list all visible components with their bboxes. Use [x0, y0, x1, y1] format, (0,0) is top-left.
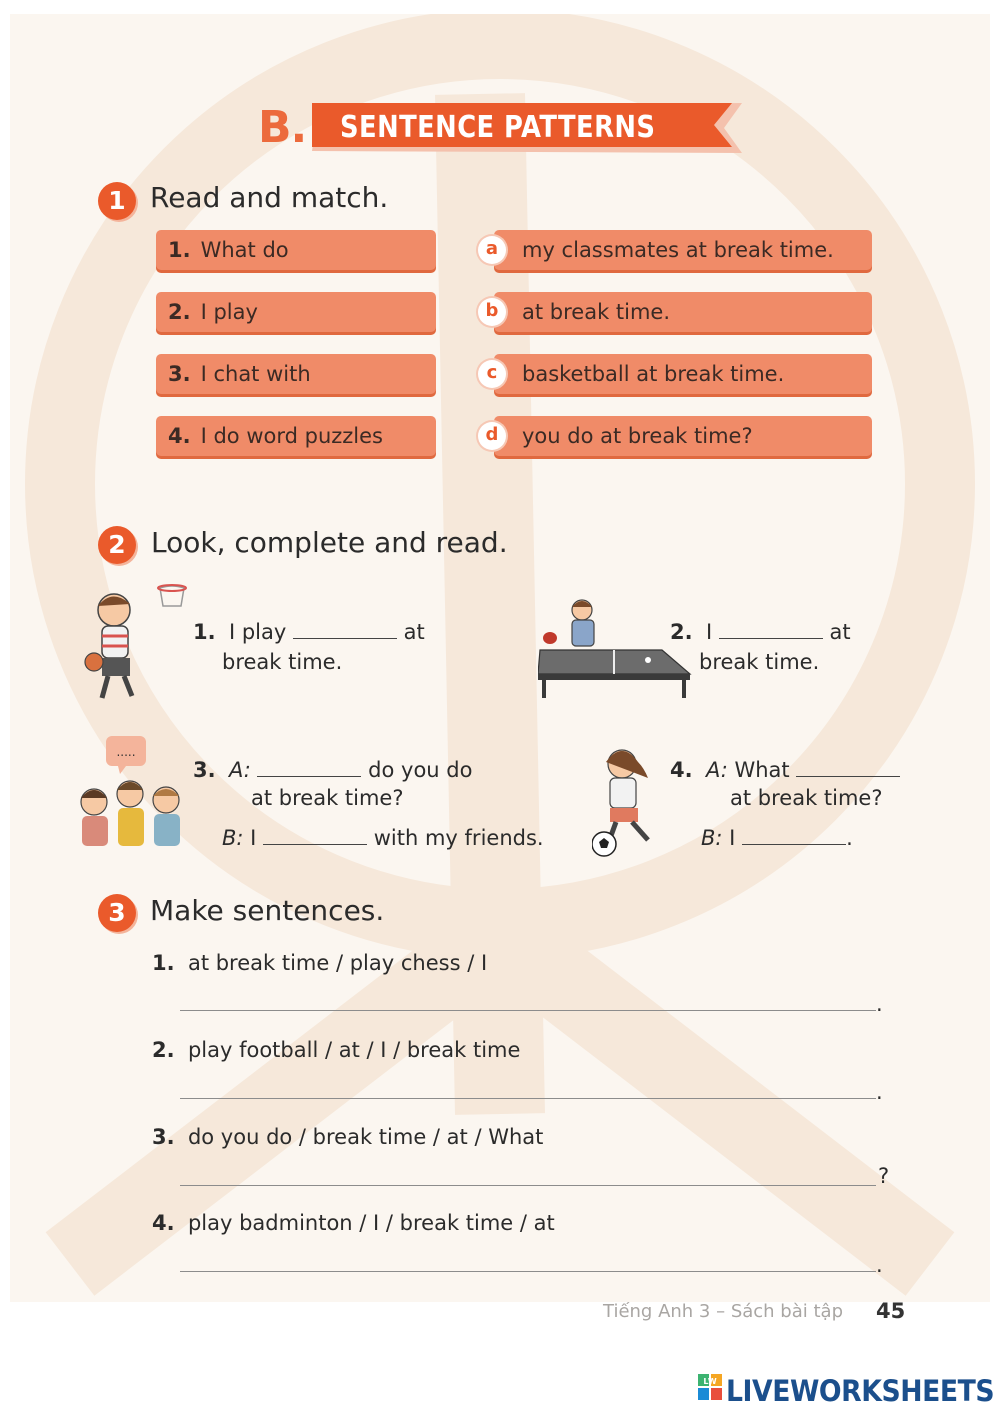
answer-end-punctuation: . — [876, 992, 883, 1016]
answer-line-4[interactable] — [180, 1271, 876, 1272]
match-left-2[interactable] — [156, 292, 436, 332]
worksheet-page — [10, 14, 990, 1302]
item-text: do you do — [368, 758, 473, 782]
match-right-text: you do at break time? — [522, 424, 753, 448]
match-letter-b: b — [478, 298, 506, 326]
match-letter-c: c — [478, 360, 506, 388]
match-left-text: I do word puzzles — [200, 424, 383, 448]
answer-blank[interactable] — [742, 826, 846, 845]
speaker-label: A: — [705, 758, 728, 782]
chatting-friends-illustration — [72, 736, 192, 848]
match-letter-a: a — [478, 236, 506, 264]
section-3-title: Make sentences. — [150, 894, 385, 927]
match-right-a[interactable] — [494, 230, 872, 270]
match-left-number: 1. — [168, 238, 191, 262]
exercise-2-item-2-line-1 — [670, 620, 851, 644]
answer-blank[interactable] — [719, 620, 823, 639]
exercise-2-item-3-line-1 — [193, 758, 472, 782]
answer-blank[interactable] — [263, 826, 367, 845]
item-number: 3. — [152, 1125, 175, 1149]
prompt-text: do you do / break time / at / What — [187, 1125, 544, 1149]
item-number: 1. — [152, 951, 175, 975]
match-right-text: my classmates at break time. — [522, 238, 834, 262]
speaker-label: A: — [228, 758, 251, 782]
section-1-title: Read and match. — [150, 181, 389, 214]
item-text: at — [403, 620, 425, 644]
match-left-4[interactable] — [156, 416, 436, 456]
match-left-number: 3. — [168, 362, 191, 386]
match-right-text: basketball at break time. — [522, 362, 785, 386]
sentence-prompt-1 — [152, 951, 487, 975]
match-left-3[interactable] — [156, 354, 436, 394]
section-2-number: 2 — [98, 526, 136, 564]
logo-letters: LW — [703, 1377, 717, 1386]
answer-blank[interactable] — [257, 758, 361, 777]
match-left-text: I chat with — [200, 362, 311, 386]
item-text: I — [729, 826, 736, 850]
match-left-1[interactable] — [156, 230, 436, 270]
speech-bubble-text: ..... — [116, 745, 136, 759]
section-3-number: 3 — [98, 894, 136, 932]
sentence-prompt-2 — [152, 1038, 520, 1062]
match-left-text: I play — [200, 300, 258, 324]
match-left-number: 4. — [168, 424, 191, 448]
item-text: with my friends. — [373, 826, 544, 850]
section-letter: B. — [258, 102, 307, 153]
item-number: 3. — [193, 758, 216, 782]
item-number: 4. — [670, 758, 693, 782]
prompt-text: at break time / play chess / I — [187, 951, 488, 975]
item-text: break time. — [222, 650, 343, 674]
match-right-d[interactable] — [494, 416, 872, 456]
answer-line-1[interactable] — [180, 1010, 876, 1011]
item-text: I play — [228, 620, 287, 644]
section-1-number: 1 — [98, 182, 136, 220]
item-number: 2. — [152, 1038, 175, 1062]
exercise-2-item-4-line-3 — [701, 826, 853, 850]
match-right-text: at break time. — [522, 300, 671, 324]
item-text: What — [734, 758, 790, 782]
match-letter-d: d — [478, 422, 506, 450]
sentence-prompt-4 — [152, 1211, 555, 1235]
item-text: I — [705, 620, 713, 644]
speaker-label: B: — [701, 826, 723, 850]
answer-line-3[interactable] — [180, 1185, 876, 1186]
basketball-boy-illustration — [80, 582, 200, 704]
book-title-footer: Tiếng Anh 3 – Sách bài tập — [603, 1301, 843, 1322]
item-text: I — [250, 826, 257, 850]
exercise-2-item-4-line-1 — [670, 758, 900, 782]
match-right-c[interactable] — [494, 354, 872, 394]
answer-end-punctuation: . — [876, 1080, 883, 1104]
item-text: . — [846, 826, 853, 850]
match-right-b[interactable] — [494, 292, 872, 332]
item-text: at break time? — [251, 786, 404, 810]
answer-end-punctuation: . — [876, 1253, 883, 1277]
speaker-label: B: — [222, 826, 244, 850]
section-2-title: Look, complete and read. — [151, 526, 508, 559]
page-number: 45 — [876, 1299, 906, 1323]
table-tennis-illustration — [538, 598, 692, 698]
title-banner-text: SENTENCE PATTERNS — [340, 110, 656, 145]
item-text: at — [829, 620, 851, 644]
answer-end-punctuation: ? — [878, 1164, 890, 1188]
football-girl-illustration — [592, 744, 672, 858]
item-text: break time. — [699, 650, 820, 674]
liveworksheets-brand[interactable]: LIVEWORKSHEETS — [726, 1374, 995, 1408]
answer-blank[interactable] — [796, 758, 900, 777]
match-left-text: What do — [200, 238, 289, 262]
item-number: 1. — [193, 620, 216, 644]
exercise-2-item-3-line-3 — [222, 826, 544, 850]
sentence-prompt-3 — [152, 1125, 543, 1149]
prompt-text: play football / at / I / break time — [187, 1038, 521, 1062]
liveworksheets-logo-icon — [698, 1374, 722, 1400]
item-number: 4. — [152, 1211, 175, 1235]
exercise-2-item-1-line-1 — [193, 620, 425, 644]
answer-line-2[interactable] — [180, 1098, 876, 1099]
prompt-text: play badminton / I / break time / at — [187, 1211, 555, 1235]
match-left-number: 2. — [168, 300, 191, 324]
answer-blank[interactable] — [293, 620, 397, 639]
item-text: at break time? — [730, 786, 883, 810]
item-number: 2. — [670, 620, 693, 644]
